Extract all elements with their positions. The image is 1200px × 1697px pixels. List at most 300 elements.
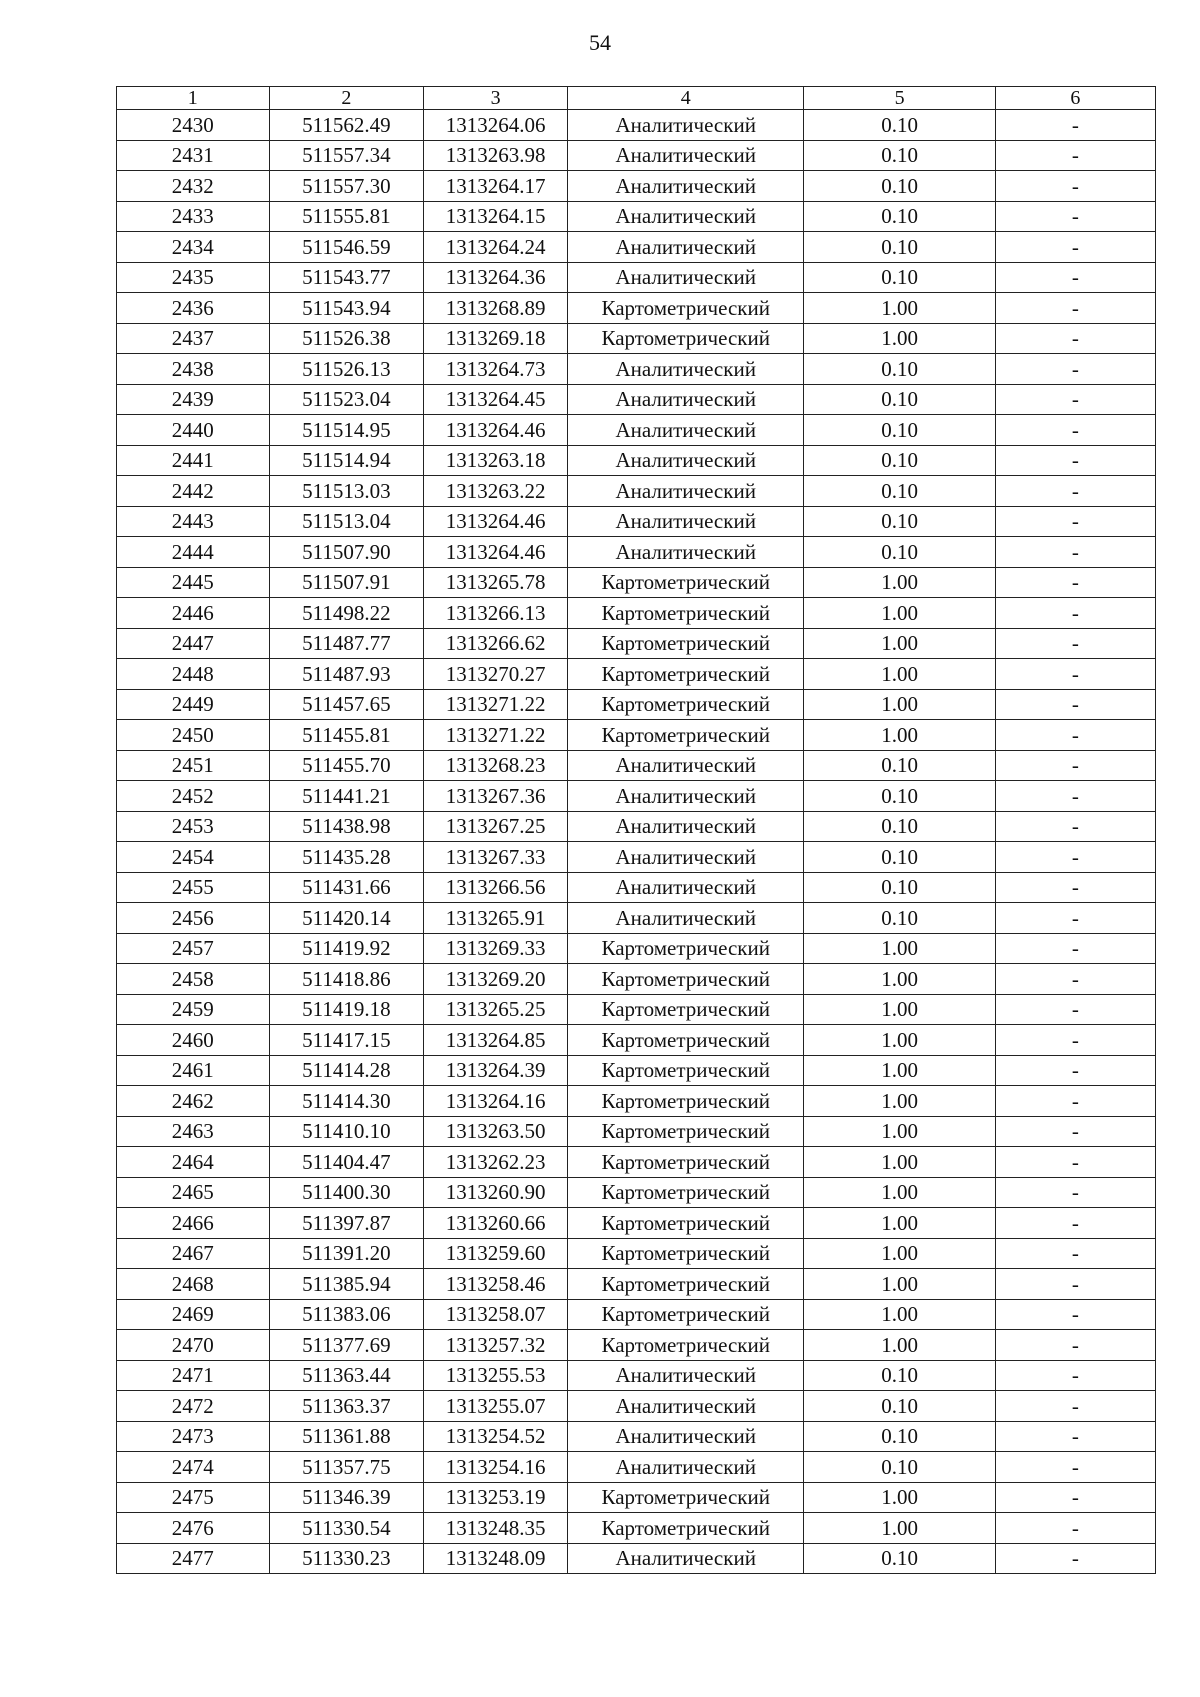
table-row	[117, 1452, 1156, 1483]
cell-method: Аналитический	[567, 262, 804, 293]
cell-coord-x: 511330.54	[269, 1513, 424, 1544]
cell-coord-x: 511546.59	[269, 232, 424, 263]
cell-method: Аналитический	[567, 384, 804, 415]
cell-coord-x: 511543.94	[269, 293, 424, 324]
cell-coord-x: 511385.94	[269, 1269, 424, 1300]
cell-coord-y: 1313264.46	[424, 415, 568, 446]
cell-coord-x: 511346.39	[269, 1482, 424, 1513]
cell-coord-x: 511455.70	[269, 750, 424, 781]
cell-coord-y: 1313271.22	[424, 720, 568, 751]
cell-method: Картометрический	[567, 1513, 804, 1544]
cell-point-number: 2430	[117, 110, 270, 141]
table-body	[117, 110, 1156, 1574]
cell-note: -	[995, 384, 1155, 415]
cell-coord-y: 1313264.46	[424, 506, 568, 537]
cell-accuracy: 1.00	[804, 1025, 995, 1056]
table-row	[117, 262, 1156, 293]
cell-coord-y: 1313263.18	[424, 445, 568, 476]
cell-note: -	[995, 1269, 1155, 1300]
cell-method: Аналитический	[567, 232, 804, 263]
cell-accuracy: 0.10	[804, 506, 995, 537]
cell-point-number: 2473	[117, 1421, 270, 1452]
table-row	[117, 1025, 1156, 1056]
cell-coord-y: 1313269.33	[424, 933, 568, 964]
cell-coord-x: 511557.30	[269, 171, 424, 202]
cell-note: -	[995, 781, 1155, 812]
cell-coord-x: 511419.18	[269, 994, 424, 1025]
table-row	[117, 933, 1156, 964]
cell-accuracy: 1.00	[804, 689, 995, 720]
cell-accuracy: 0.10	[804, 1543, 995, 1574]
table-row	[117, 1208, 1156, 1239]
cell-point-number: 2476	[117, 1513, 270, 1544]
cell-accuracy: 1.00	[804, 1238, 995, 1269]
cell-point-number: 2472	[117, 1391, 270, 1422]
cell-point-number: 2453	[117, 811, 270, 842]
table-row	[117, 384, 1156, 415]
table-row	[117, 293, 1156, 324]
cell-method: Аналитический	[567, 537, 804, 568]
cell-note: -	[995, 1116, 1155, 1147]
cell-note: -	[995, 1177, 1155, 1208]
cell-coord-y: 1313260.90	[424, 1177, 568, 1208]
cell-accuracy: 0.10	[804, 415, 995, 446]
cell-note: -	[995, 1360, 1155, 1391]
cell-accuracy: 1.00	[804, 1513, 995, 1544]
cell-note: -	[995, 1208, 1155, 1239]
cell-accuracy: 0.10	[804, 232, 995, 263]
cell-note: -	[995, 933, 1155, 964]
cell-point-number: 2444	[117, 537, 270, 568]
table-header-row	[117, 87, 1156, 110]
cell-method: Картометрический	[567, 628, 804, 659]
cell-method: Картометрический	[567, 1086, 804, 1117]
cell-method: Аналитический	[567, 1452, 804, 1483]
cell-method: Аналитический	[567, 354, 804, 385]
cell-coord-y: 1313264.15	[424, 201, 568, 232]
cell-coord-x: 511487.93	[269, 659, 424, 690]
cell-method: Картометрический	[567, 1269, 804, 1300]
table-row	[117, 1543, 1156, 1574]
cell-coord-x: 511507.90	[269, 537, 424, 568]
cell-coord-y: 1313260.66	[424, 1208, 568, 1239]
cell-coord-x: 511419.92	[269, 933, 424, 964]
cell-method: Аналитический	[567, 842, 804, 873]
cell-coord-x: 511457.65	[269, 689, 424, 720]
cell-point-number: 2435	[117, 262, 270, 293]
cell-coord-x: 511431.66	[269, 872, 424, 903]
cell-note: -	[995, 445, 1155, 476]
cell-coord-y: 1313262.23	[424, 1147, 568, 1178]
cell-method: Картометрический	[567, 1299, 804, 1330]
cell-accuracy: 0.10	[804, 384, 995, 415]
cell-coord-x: 511543.77	[269, 262, 424, 293]
cell-method: Аналитический	[567, 1391, 804, 1422]
cell-method: Аналитический	[567, 476, 804, 507]
cell-point-number: 2468	[117, 1269, 270, 1300]
table-row	[117, 1177, 1156, 1208]
cell-method: Аналитический	[567, 781, 804, 812]
cell-accuracy: 0.10	[804, 842, 995, 873]
cell-coord-x: 511438.98	[269, 811, 424, 842]
cell-point-number: 2466	[117, 1208, 270, 1239]
cell-accuracy: 0.10	[804, 140, 995, 171]
cell-method: Картометрический	[567, 1208, 804, 1239]
cell-note: -	[995, 476, 1155, 507]
cell-method: Картометрический	[567, 1116, 804, 1147]
cell-coord-y: 1313259.60	[424, 1238, 568, 1269]
cell-accuracy: 0.10	[804, 1421, 995, 1452]
table-row	[117, 720, 1156, 751]
cell-accuracy: 1.00	[804, 567, 995, 598]
cell-note: -	[995, 415, 1155, 446]
table-row	[117, 1360, 1156, 1391]
cell-point-number: 2460	[117, 1025, 270, 1056]
cell-accuracy: 0.10	[804, 1452, 995, 1483]
cell-point-number: 2477	[117, 1543, 270, 1574]
cell-method: Аналитический	[567, 171, 804, 202]
cell-point-number: 2436	[117, 293, 270, 324]
cell-coord-y: 1313254.52	[424, 1421, 568, 1452]
table-row	[117, 1238, 1156, 1269]
cell-coord-x: 511420.14	[269, 903, 424, 934]
cell-coord-y: 1313264.16	[424, 1086, 568, 1117]
cell-point-number: 2432	[117, 171, 270, 202]
table-row	[117, 1116, 1156, 1147]
cell-coord-y: 1313255.53	[424, 1360, 568, 1391]
cell-accuracy: 0.10	[804, 445, 995, 476]
cell-note: -	[995, 659, 1155, 690]
cell-accuracy: 1.00	[804, 1055, 995, 1086]
table-row	[117, 506, 1156, 537]
cell-coord-y: 1313266.13	[424, 598, 568, 629]
cell-note: -	[995, 1299, 1155, 1330]
cell-coord-y: 1313264.46	[424, 537, 568, 568]
cell-accuracy: 1.00	[804, 1147, 995, 1178]
cell-coord-x: 511418.86	[269, 964, 424, 995]
cell-accuracy: 0.10	[804, 171, 995, 202]
cell-point-number: 2475	[117, 1482, 270, 1513]
cell-point-number: 2441	[117, 445, 270, 476]
cell-method: Картометрический	[567, 323, 804, 354]
cell-coord-y: 1313255.07	[424, 1391, 568, 1422]
cell-coord-y: 1313258.46	[424, 1269, 568, 1300]
cell-accuracy: 0.10	[804, 1391, 995, 1422]
table-row	[117, 1147, 1156, 1178]
cell-method: Картометрический	[567, 1025, 804, 1056]
cell-method: Аналитический	[567, 1360, 804, 1391]
cell-coord-y: 1313265.91	[424, 903, 568, 934]
column-header-1: 1	[117, 87, 270, 110]
cell-note: -	[995, 262, 1155, 293]
cell-note: -	[995, 1513, 1155, 1544]
cell-coord-x: 511435.28	[269, 842, 424, 873]
cell-note: -	[995, 842, 1155, 873]
table-row	[117, 872, 1156, 903]
cell-coord-x: 511404.47	[269, 1147, 424, 1178]
cell-accuracy: 0.10	[804, 872, 995, 903]
cell-coord-y: 1313264.36	[424, 262, 568, 293]
cell-note: -	[995, 1391, 1155, 1422]
cell-note: -	[995, 323, 1155, 354]
cell-note: -	[995, 628, 1155, 659]
cell-method: Картометрический	[567, 933, 804, 964]
table-row	[117, 232, 1156, 263]
coordinates-table	[116, 86, 1156, 1574]
cell-coord-x: 511562.49	[269, 110, 424, 141]
column-header-6: 6	[995, 87, 1155, 110]
cell-point-number: 2465	[117, 1177, 270, 1208]
cell-coord-y: 1313257.32	[424, 1330, 568, 1361]
page-number: 54	[589, 30, 611, 55]
cell-coord-x: 511357.75	[269, 1452, 424, 1483]
cell-coord-x: 511555.81	[269, 201, 424, 232]
cell-accuracy: 1.00	[804, 994, 995, 1025]
cell-point-number: 2470	[117, 1330, 270, 1361]
cell-accuracy: 1.00	[804, 1269, 995, 1300]
cell-method: Картометрический	[567, 1147, 804, 1178]
cell-point-number: 2449	[117, 689, 270, 720]
cell-method: Картометрический	[567, 720, 804, 751]
cell-method: Аналитический	[567, 750, 804, 781]
cell-coord-x: 511514.95	[269, 415, 424, 446]
table-row	[117, 659, 1156, 690]
cell-point-number: 2462	[117, 1086, 270, 1117]
cell-note: -	[995, 1055, 1155, 1086]
table-row	[117, 689, 1156, 720]
table-row	[117, 537, 1156, 568]
cell-point-number: 2446	[117, 598, 270, 629]
table-row	[117, 567, 1156, 598]
table-row	[117, 994, 1156, 1025]
table-row	[117, 598, 1156, 629]
cell-accuracy: 0.10	[804, 354, 995, 385]
cell-method: Картометрический	[567, 598, 804, 629]
cell-coord-y: 1313271.22	[424, 689, 568, 720]
cell-coord-y: 1313248.35	[424, 1513, 568, 1544]
cell-note: -	[995, 354, 1155, 385]
cell-method: Картометрический	[567, 994, 804, 1025]
cell-note: -	[995, 750, 1155, 781]
cell-note: -	[995, 110, 1155, 141]
table-row	[117, 354, 1156, 385]
cell-note: -	[995, 171, 1155, 202]
cell-accuracy: 1.00	[804, 293, 995, 324]
cell-coord-x: 511414.30	[269, 1086, 424, 1117]
cell-accuracy: 1.00	[804, 628, 995, 659]
cell-note: -	[995, 1421, 1155, 1452]
column-header-3: 3	[424, 87, 568, 110]
cell-point-number: 2458	[117, 964, 270, 995]
cell-point-number: 2461	[117, 1055, 270, 1086]
cell-coord-y: 1313264.17	[424, 171, 568, 202]
table-row	[117, 1421, 1156, 1452]
cell-method: Аналитический	[567, 201, 804, 232]
cell-coord-y: 1313270.27	[424, 659, 568, 690]
cell-note: -	[995, 293, 1155, 324]
cell-coord-y: 1313269.18	[424, 323, 568, 354]
cell-coord-y: 1313264.39	[424, 1055, 568, 1086]
cell-accuracy: 1.00	[804, 933, 995, 964]
table-row	[117, 1055, 1156, 1086]
cell-note: -	[995, 232, 1155, 263]
cell-note: -	[995, 1543, 1155, 1574]
cell-coord-y: 1313264.24	[424, 232, 568, 263]
cell-accuracy: 1.00	[804, 1086, 995, 1117]
table-row	[117, 323, 1156, 354]
cell-coord-x: 511507.91	[269, 567, 424, 598]
cell-method: Картометрический	[567, 567, 804, 598]
cell-accuracy: 1.00	[804, 1208, 995, 1239]
cell-accuracy: 0.10	[804, 750, 995, 781]
cell-point-number: 2464	[117, 1147, 270, 1178]
cell-coord-x: 511455.81	[269, 720, 424, 751]
cell-accuracy: 0.10	[804, 537, 995, 568]
cell-note: -	[995, 1086, 1155, 1117]
cell-coord-y: 1313264.06	[424, 110, 568, 141]
cell-coord-x: 511441.21	[269, 781, 424, 812]
cell-accuracy: 0.10	[804, 476, 995, 507]
table-row	[117, 903, 1156, 934]
cell-point-number: 2437	[117, 323, 270, 354]
cell-accuracy: 1.00	[804, 1116, 995, 1147]
cell-coord-y: 1313264.45	[424, 384, 568, 415]
cell-method: Аналитический	[567, 1543, 804, 1574]
cell-accuracy: 1.00	[804, 1482, 995, 1513]
cell-accuracy: 0.10	[804, 781, 995, 812]
cell-coord-x: 511417.15	[269, 1025, 424, 1056]
cell-point-number: 2439	[117, 384, 270, 415]
table-row	[117, 171, 1156, 202]
cell-point-number: 2454	[117, 842, 270, 873]
cell-coord-y: 1313263.50	[424, 1116, 568, 1147]
cell-coord-y: 1313265.78	[424, 567, 568, 598]
cell-note: -	[995, 567, 1155, 598]
cell-point-number: 2469	[117, 1299, 270, 1330]
cell-coord-x: 511377.69	[269, 1330, 424, 1361]
cell-note: -	[995, 1238, 1155, 1269]
cell-coord-x: 511513.04	[269, 506, 424, 537]
cell-note: -	[995, 598, 1155, 629]
cell-coord-y: 1313254.16	[424, 1452, 568, 1483]
cell-method: Картометрический	[567, 1055, 804, 1086]
cell-point-number: 2474	[117, 1452, 270, 1483]
cell-coord-y: 1313258.07	[424, 1299, 568, 1330]
cell-method: Аналитический	[567, 506, 804, 537]
cell-point-number: 2451	[117, 750, 270, 781]
table-row	[117, 1482, 1156, 1513]
table-row	[117, 476, 1156, 507]
cell-point-number: 2438	[117, 354, 270, 385]
cell-note: -	[995, 964, 1155, 995]
cell-coord-x: 511557.34	[269, 140, 424, 171]
cell-coord-x: 511361.88	[269, 1421, 424, 1452]
cell-point-number: 2471	[117, 1360, 270, 1391]
cell-coord-x: 511526.13	[269, 354, 424, 385]
table-row	[117, 201, 1156, 232]
cell-method: Картометрический	[567, 1482, 804, 1513]
cell-method: Картометрический	[567, 1330, 804, 1361]
cell-point-number: 2448	[117, 659, 270, 690]
cell-point-number: 2440	[117, 415, 270, 446]
cell-point-number: 2450	[117, 720, 270, 751]
cell-coord-y: 1313263.98	[424, 140, 568, 171]
table-row	[117, 140, 1156, 171]
cell-coord-y: 1313264.85	[424, 1025, 568, 1056]
cell-coord-x: 511330.23	[269, 1543, 424, 1574]
cell-method: Картометрический	[567, 689, 804, 720]
cell-coord-y: 1313267.33	[424, 842, 568, 873]
table-row	[117, 964, 1156, 995]
cell-coord-x: 511391.20	[269, 1238, 424, 1269]
cell-coord-x: 511526.38	[269, 323, 424, 354]
cell-coord-y: 1313266.56	[424, 872, 568, 903]
cell-point-number: 2443	[117, 506, 270, 537]
cell-accuracy: 1.00	[804, 720, 995, 751]
cell-coord-y: 1313268.23	[424, 750, 568, 781]
table-row	[117, 842, 1156, 873]
cell-note: -	[995, 689, 1155, 720]
cell-note: -	[995, 1147, 1155, 1178]
cell-coord-x: 511523.04	[269, 384, 424, 415]
cell-point-number: 2445	[117, 567, 270, 598]
column-header-5: 5	[804, 87, 995, 110]
table-row	[117, 811, 1156, 842]
cell-coord-x: 511410.10	[269, 1116, 424, 1147]
table-row	[117, 750, 1156, 781]
cell-method: Картометрический	[567, 1177, 804, 1208]
cell-coord-x: 511363.44	[269, 1360, 424, 1391]
cell-coord-x: 511514.94	[269, 445, 424, 476]
cell-coord-x: 511498.22	[269, 598, 424, 629]
cell-accuracy: 1.00	[804, 323, 995, 354]
table-row	[117, 415, 1156, 446]
table-row	[117, 1299, 1156, 1330]
cell-point-number: 2447	[117, 628, 270, 659]
cell-note: -	[995, 872, 1155, 903]
cell-note: -	[995, 1025, 1155, 1056]
cell-coord-y: 1313265.25	[424, 994, 568, 1025]
cell-coord-x: 511400.30	[269, 1177, 424, 1208]
table-row	[117, 1513, 1156, 1544]
cell-accuracy: 1.00	[804, 1330, 995, 1361]
cell-accuracy: 1.00	[804, 659, 995, 690]
cell-point-number: 2456	[117, 903, 270, 934]
table-row	[117, 628, 1156, 659]
cell-accuracy: 1.00	[804, 964, 995, 995]
table-row	[117, 1086, 1156, 1117]
cell-method: Аналитический	[567, 811, 804, 842]
table-row	[117, 1269, 1156, 1300]
cell-coord-x: 511414.28	[269, 1055, 424, 1086]
cell-point-number: 2431	[117, 140, 270, 171]
column-header-4: 4	[567, 87, 804, 110]
table-row	[117, 445, 1156, 476]
cell-method: Аналитический	[567, 445, 804, 476]
cell-note: -	[995, 506, 1155, 537]
cell-coord-y: 1313248.09	[424, 1543, 568, 1574]
cell-method: Аналитический	[567, 903, 804, 934]
cell-accuracy: 0.10	[804, 1360, 995, 1391]
cell-method: Картометрический	[567, 1238, 804, 1269]
cell-note: -	[995, 1330, 1155, 1361]
cell-method: Аналитический	[567, 110, 804, 141]
cell-note: -	[995, 1482, 1155, 1513]
cell-point-number: 2457	[117, 933, 270, 964]
cell-coord-x: 511383.06	[269, 1299, 424, 1330]
table-row	[117, 110, 1156, 141]
cell-note: -	[995, 811, 1155, 842]
